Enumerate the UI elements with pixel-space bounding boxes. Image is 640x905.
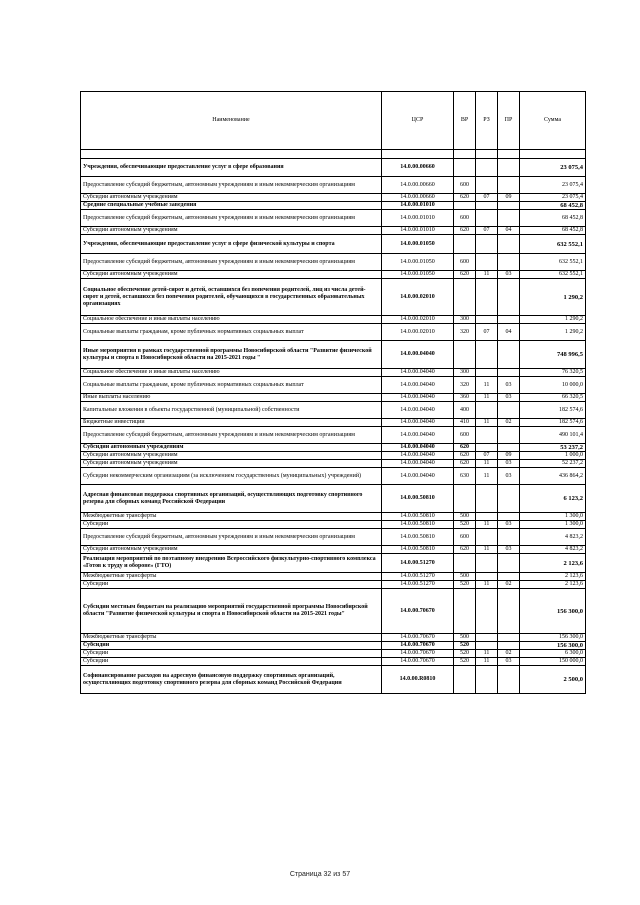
row-sum: 748 996,5: [520, 341, 586, 369]
row-csr: 14.0.00.51270: [382, 554, 454, 573]
row-rz: [476, 554, 498, 573]
row-sum: 2 123,6: [520, 573, 586, 581]
table-row: [81, 521, 586, 529]
row-name: Предоставление субсидий бюджетным, автономным учреждениям и иным некоммерческим организациям: [81, 210, 382, 227]
row-vr: [454, 666, 476, 694]
row-vr: 500: [454, 513, 476, 521]
table-row: [81, 159, 586, 177]
row-name: Субсидии автономным учреждениям: [81, 227, 382, 235]
row-vr: [454, 485, 476, 513]
row-name: Субсидии автономным учреждениям: [81, 271, 382, 279]
row-name: Средние специальные учебные заведения: [81, 202, 382, 210]
row-sum: 1 000,0: [520, 452, 586, 460]
row-sum: 2 123,6: [520, 581, 586, 589]
table-header-row: [81, 92, 586, 150]
row-sum: 4 823,2: [520, 546, 586, 554]
row-sum: 490 101,4: [520, 427, 586, 444]
row-name: Капитальные вложения в объекты государственной (муниципальной) собственности: [81, 402, 382, 419]
row-name: Социальное обеспечение и иные выплаты населению: [81, 369, 382, 377]
row-pr: [498, 513, 520, 521]
row-rz: 11: [476, 377, 498, 394]
row-pr: [498, 159, 520, 177]
row-vr: 500: [454, 634, 476, 642]
row-pr: 03: [498, 460, 520, 468]
row-vr: [454, 279, 476, 316]
row-pr: 03: [498, 271, 520, 279]
row-rz: [476, 642, 498, 650]
row-sum: 66 320,5: [520, 394, 586, 402]
row-pr: [498, 589, 520, 634]
table-row: [81, 650, 586, 658]
row-rz: 11: [476, 581, 498, 589]
table-row: [81, 658, 586, 666]
row-name: Субсидии автономным учреждениям: [81, 194, 382, 202]
row-name: Софинансирование расходов на адресную финансовую поддержку спортивных организаций, осуществляющих подготовку спортивного резерва для сборных команд Российской Федерации: [81, 666, 382, 694]
row-csr: 14.0.00.50810: [382, 485, 454, 513]
row-sum: 23 075,4: [520, 194, 586, 202]
table-row: [81, 402, 586, 419]
row-rz: [476, 279, 498, 316]
table-row: [81, 377, 586, 394]
row-csr: 14.0.00.02010: [382, 324, 454, 341]
row-pr: [498, 177, 520, 194]
header-vr: ВР: [454, 92, 476, 150]
table-row: [81, 546, 586, 554]
row-name: Социальное обеспечение и иные выплаты населению: [81, 316, 382, 324]
table-row: [81, 316, 586, 324]
table-row: [81, 513, 586, 521]
row-sum: 156 300,0: [520, 589, 586, 634]
row-pr: [498, 369, 520, 377]
row-vr: 620: [454, 227, 476, 235]
row-pr: 03: [498, 394, 520, 402]
row-csr: 14.0.00.70670: [382, 650, 454, 658]
row-vr: [454, 554, 476, 573]
row-rz: 11: [476, 460, 498, 468]
row-name: Субсидии: [81, 650, 382, 658]
row-name: Межбюджетные трансферты: [81, 513, 382, 521]
row-csr: 14.0.00.01010: [382, 210, 454, 227]
row-rz: 07: [476, 194, 498, 202]
row-pr: [498, 254, 520, 271]
row-sum: 68 452,8: [520, 202, 586, 210]
row-name: Учреждения, обеспечивающие предоставление услуг в сфере физической культуры и спорта: [81, 235, 382, 254]
row-rz: [476, 485, 498, 513]
row-name: Адресная финансовая поддержка спортивных организаций, осуществляющих подготовку спортивного резерва для сборных команд Российской Федерации: [81, 485, 382, 513]
row-vr: 600: [454, 177, 476, 194]
row-pr: [498, 529, 520, 546]
row-csr: 14.0.00.01050: [382, 254, 454, 271]
table-row: [81, 573, 586, 581]
row-pr: 04: [498, 324, 520, 341]
row-csr: 14.0.00.R0810: [382, 666, 454, 694]
row-vr: [454, 589, 476, 634]
table-row: [81, 666, 586, 694]
row-name: Субсидии некоммерческим организациям (за исключением государственных (муниципальных) учреждений): [81, 468, 382, 485]
row-pr: 02: [498, 650, 520, 658]
table-row: [81, 485, 586, 513]
row-rz: [476, 529, 498, 546]
row-rz: [476, 159, 498, 177]
row-csr: 14.0.00.50810: [382, 513, 454, 521]
row-csr: 14.0.00.70670: [382, 658, 454, 666]
row-name: Социальное обеспечение детей-сирот и детей, оставшихся без попечения родителей, лиц из числа детей-сирот и детей, оставшихся без попечения родителей, обучающихся в государственных образовательных организациях: [81, 279, 382, 316]
row-vr: 520: [454, 650, 476, 658]
row-vr: 600: [454, 254, 476, 271]
row-name: Бюджетные инвестиции: [81, 419, 382, 427]
row-pr: [498, 642, 520, 650]
row-sum: 6 300,0: [520, 650, 586, 658]
row-rz: 11: [476, 521, 498, 529]
table-row: [81, 589, 586, 634]
row-csr: 14.0.00.51270: [382, 573, 454, 581]
row-vr: 320: [454, 377, 476, 394]
row-pr: [498, 427, 520, 444]
row-vr: 520: [454, 642, 476, 650]
row-csr: 14.0.00.01010: [382, 227, 454, 235]
row-vr: 520: [454, 581, 476, 589]
row-rz: [476, 202, 498, 210]
row-rz: [476, 513, 498, 521]
row-name: Учреждения, обеспечивающие предоставление услуг в сфере образования: [81, 159, 382, 177]
table-row: [81, 427, 586, 444]
row-csr: 14.0.00.70670: [382, 589, 454, 634]
row-name: Социальные выплаты гражданам, кроме публичных нормативных социальных выплат: [81, 324, 382, 341]
row-name: Предоставление субсидий бюджетным, автономным учреждениям и иным некоммерческим организациям: [81, 427, 382, 444]
row-csr: 14.0.00.04040: [382, 427, 454, 444]
row-sum: 182 574,6: [520, 402, 586, 419]
table-row: [81, 254, 586, 271]
row-pr: [498, 666, 520, 694]
row-pr: 02: [498, 419, 520, 427]
row-pr: [498, 279, 520, 316]
header-name: Наименование: [81, 92, 382, 150]
row-rz: [476, 589, 498, 634]
row-sum: 150 000,0: [520, 658, 586, 666]
row-pr: [498, 402, 520, 419]
row-vr: 300: [454, 316, 476, 324]
row-vr: [454, 202, 476, 210]
row-pr: 03: [498, 658, 520, 666]
row-name: Субсидии: [81, 521, 382, 529]
row-pr: 04: [498, 227, 520, 235]
row-vr: 500: [454, 573, 476, 581]
row-name: Субсидии: [81, 642, 382, 650]
table-row: [81, 210, 586, 227]
row-name: Предоставление субсидий бюджетным, автономным учреждениям и иным некоммерческим организациям: [81, 529, 382, 546]
row-vr: 620: [454, 271, 476, 279]
table-row: [81, 235, 586, 254]
row-csr: 14.0.00.00660: [382, 194, 454, 202]
row-csr: 14.0.00.04040: [382, 468, 454, 485]
row-csr: 14.0.00.51270: [382, 581, 454, 589]
row-pr: 09: [498, 194, 520, 202]
table-row: [81, 452, 586, 460]
row-name: Социальные выплаты гражданам, кроме публичных нормативных социальных выплат: [81, 377, 382, 394]
row-sum: 52 237,2: [520, 460, 586, 468]
row-vr: 620: [454, 194, 476, 202]
row-name: Субсидии автономным учреждениям: [81, 460, 382, 468]
row-rz: [476, 235, 498, 254]
header-sum: Сумма: [520, 92, 586, 150]
row-sum: 53 237,2: [520, 444, 586, 452]
row-vr: [454, 235, 476, 254]
row-vr: 620: [454, 444, 476, 452]
budget-table: [80, 91, 586, 694]
row-csr: 14.0.00.50810: [382, 546, 454, 554]
row-vr: 630: [454, 468, 476, 485]
row-rz: [476, 210, 498, 227]
row-csr: 14.0.00.02010: [382, 316, 454, 324]
row-rz: 11: [476, 271, 498, 279]
row-vr: 300: [454, 369, 476, 377]
row-name: Реализация мероприятий по поэтапному внедрению Всероссийского физкультурно-спортивного комплекса «Готов к труду и обороне» (ГТО): [81, 554, 382, 573]
table-row: [81, 394, 586, 402]
table-row: [81, 271, 586, 279]
row-rz: [476, 444, 498, 452]
row-sum: 2 123,6: [520, 554, 586, 573]
row-sum: 156 300,0: [520, 642, 586, 650]
row-sum: 4 823,2: [520, 529, 586, 546]
row-csr: 14.0.00.50810: [382, 529, 454, 546]
row-vr: 520: [454, 658, 476, 666]
row-vr: 600: [454, 529, 476, 546]
row-sum: 1 290,2: [520, 316, 586, 324]
row-rz: 11: [476, 546, 498, 554]
row-name: Межбюджетные трансферты: [81, 573, 382, 581]
row-sum: 68 452,8: [520, 227, 586, 235]
row-sum: 10 000,0: [520, 377, 586, 394]
row-rz: [476, 341, 498, 369]
row-csr: 14.0.00.04040: [382, 444, 454, 452]
row-pr: [498, 444, 520, 452]
row-rz: 07: [476, 452, 498, 460]
row-csr: 14.0.00.04040: [382, 377, 454, 394]
row-rz: [476, 666, 498, 694]
row-pr: [498, 554, 520, 573]
row-sum: 76 320,5: [520, 369, 586, 377]
row-pr: 03: [498, 377, 520, 394]
row-vr: 320: [454, 324, 476, 341]
row-name: Предоставление субсидий бюджетным, автономным учреждениям и иным некоммерческим организациям: [81, 254, 382, 271]
row-rz: [476, 634, 498, 642]
table-row: [81, 369, 586, 377]
row-vr: 620: [454, 460, 476, 468]
row-name: Субсидии автономным учреждениям: [81, 546, 382, 554]
row-pr: [498, 316, 520, 324]
row-csr: 14.0.00.01010: [382, 202, 454, 210]
row-csr: 14.0.00.00660: [382, 159, 454, 177]
row-vr: 400: [454, 402, 476, 419]
row-rz: [476, 427, 498, 444]
row-sum: 632 552,1: [520, 254, 586, 271]
row-sum: 1 290,2: [520, 279, 586, 316]
row-name: Субсидии: [81, 581, 382, 589]
row-sum: 1 300,0: [520, 513, 586, 521]
row-pr: 03: [498, 521, 520, 529]
row-name: Предоставление субсидий бюджетным, автономным учреждениям и иным некоммерческим организациям: [81, 177, 382, 194]
table-row: [81, 177, 586, 194]
table-row: [81, 194, 586, 202]
row-pr: [498, 341, 520, 369]
row-name: Иные выплаты населению: [81, 394, 382, 402]
blank-row: [81, 150, 586, 159]
row-sum: 182 574,6: [520, 419, 586, 427]
row-vr: [454, 159, 476, 177]
row-csr: 14.0.00.00660: [382, 177, 454, 194]
table-row: [81, 634, 586, 642]
row-sum: 23 075,4: [520, 159, 586, 177]
table-row: [81, 324, 586, 341]
row-pr: 03: [498, 468, 520, 485]
table-row: [81, 642, 586, 650]
row-rz: 11: [476, 419, 498, 427]
row-sum: 1 290,2: [520, 324, 586, 341]
row-sum: 6 123,2: [520, 485, 586, 513]
header-pr: ПР: [498, 92, 520, 150]
row-csr: 14.0.00.04040: [382, 402, 454, 419]
row-csr: 14.0.00.04040: [382, 394, 454, 402]
row-rz: [476, 316, 498, 324]
table-row: [81, 468, 586, 485]
row-sum: 2 500,0: [520, 666, 586, 694]
row-csr: 14.0.00.70670: [382, 634, 454, 642]
header-rz: РЗ: [476, 92, 498, 150]
row-pr: [498, 634, 520, 642]
table-row: [81, 202, 586, 210]
row-sum: 23 075,4: [520, 177, 586, 194]
row-csr: 14.0.00.04040: [382, 460, 454, 468]
row-csr: 14.0.00.01050: [382, 271, 454, 279]
row-vr: [454, 341, 476, 369]
row-pr: 02: [498, 581, 520, 589]
table-row: [81, 419, 586, 427]
row-pr: [498, 573, 520, 581]
row-pr: 09: [498, 452, 520, 460]
table-row: [81, 279, 586, 316]
header-csr: ЦСР: [382, 92, 454, 150]
row-sum: 156 300,0: [520, 634, 586, 642]
row-rz: [476, 177, 498, 194]
row-csr: 14.0.00.70670: [382, 642, 454, 650]
row-name: Субсидии: [81, 658, 382, 666]
row-vr: 410: [454, 419, 476, 427]
table-row: [81, 529, 586, 546]
row-vr: 520: [454, 521, 476, 529]
row-pr: [498, 202, 520, 210]
row-pr: 03: [498, 546, 520, 554]
row-rz: [476, 573, 498, 581]
row-csr: 14.0.00.04040: [382, 341, 454, 369]
row-rz: 11: [476, 658, 498, 666]
row-rz: 11: [476, 650, 498, 658]
row-rz: [476, 402, 498, 419]
row-name: Субсидии местным бюджетам на реализацию мероприятий государственной программы Новосибирской области "Развитие физической культуры и спорта в Новосибирской области на 2015-2021 годы": [81, 589, 382, 634]
row-rz: 07: [476, 324, 498, 341]
table-row: [81, 460, 586, 468]
row-vr: 600: [454, 427, 476, 444]
row-vr: 620: [454, 546, 476, 554]
row-csr: 14.0.00.01050: [382, 235, 454, 254]
row-rz: [476, 254, 498, 271]
row-sum: 68 452,8: [520, 210, 586, 227]
table-row: [81, 227, 586, 235]
row-csr: 14.0.00.02010: [382, 279, 454, 316]
row-rz: 11: [476, 468, 498, 485]
row-sum: 1 300,0: [520, 521, 586, 529]
table-row: [81, 341, 586, 369]
row-pr: [498, 485, 520, 513]
row-name: Субсидии автономным учреждениям: [81, 452, 382, 460]
table-row: [81, 554, 586, 573]
row-rz: [476, 369, 498, 377]
row-name: Межбюджетные трансферты: [81, 634, 382, 642]
row-pr: [498, 210, 520, 227]
row-pr: [498, 235, 520, 254]
row-vr: 620: [454, 452, 476, 460]
row-vr: 360: [454, 394, 476, 402]
row-rz: 11: [476, 394, 498, 402]
row-sum: 632 552,1: [520, 271, 586, 279]
table-row: [81, 444, 586, 452]
row-name: Субсидии автономным учреждениям: [81, 444, 382, 452]
row-rz: 07: [476, 227, 498, 235]
page-number: Страница 32 из 57: [289, 871, 351, 878]
row-csr: 14.0.00.04040: [382, 419, 454, 427]
row-csr: 14.0.00.04040: [382, 452, 454, 460]
row-csr: 14.0.00.50810: [382, 521, 454, 529]
row-sum: 436 864,2: [520, 468, 586, 485]
row-csr: 14.0.00.04040: [382, 369, 454, 377]
row-vr: 600: [454, 210, 476, 227]
row-name: Иные мероприятия в рамках государственной программы Новосибирской области "Развитие физической культуры и спорта в Новосибирской области на 2015-2021 годы ": [81, 341, 382, 369]
table-row: [81, 581, 586, 589]
row-sum: 632 552,1: [520, 235, 586, 254]
